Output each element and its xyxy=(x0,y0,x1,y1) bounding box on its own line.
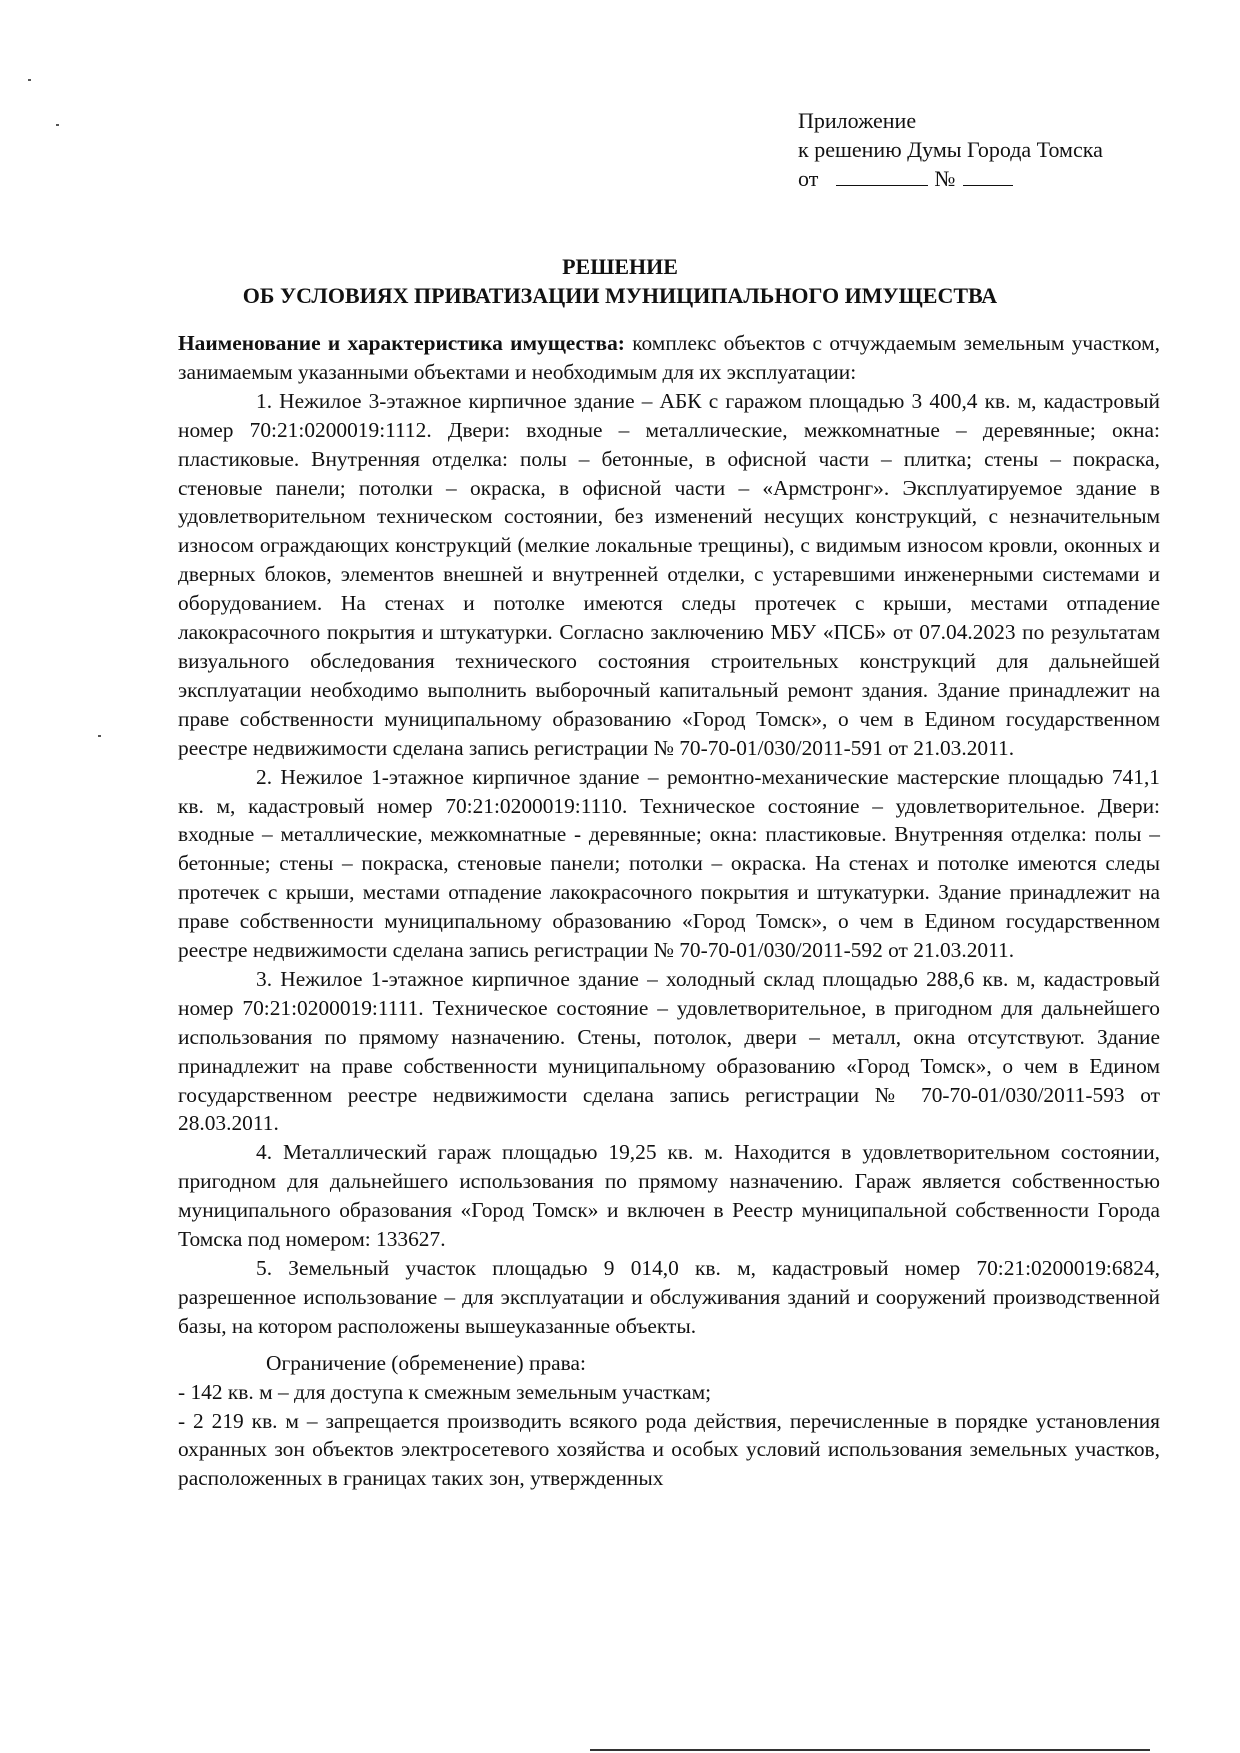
restriction-item-2: - 2 219 кв. м – запрещается производить всякого рода действия, перечисленные в порядке установления охранных зон объектов электросетевого хозяйства и особых условий использования земельных участков, расположенных в границах таких зон, утвержденных xyxy=(178,1408,1160,1491)
page-bottom-rule xyxy=(590,1749,1150,1751)
restrictions-heading: Ограничение (обременение) права: xyxy=(266,1350,586,1375)
date-from-label: от xyxy=(798,166,819,191)
appendix-label: Приложение xyxy=(798,108,917,133)
property-item-2: 2. Нежилое 1-этажное кирпичное здание – ремонтно-механические мастерские площадью 741,1 кв. м, кадастровый номер 70:21:0200019:1110. Техническое состояние – удовлетворительное. Двери: входные – металлические, межкомнатные - деревянные; окна: пластиковые. Внутренняя отделка: полы – бетонные; стены – покраска, стеновые панели; потолки – окраска. На стенах и потолке имеются следы протечек с крыши, местами отпадение лакокрасочного покрытия и штукатурки. Здание принадлежит на праве собственности муниципальному образованию «Город Томск», о чем в Едином государственном реестре недвижимости сделана запись регистрации № 70-70-01/030/2011-592 от 21.03.2011. xyxy=(178,764,1160,963)
intro-label: Наименование и характеристика имущества: xyxy=(178,331,625,355)
scan-speck xyxy=(98,735,101,737)
scan-speck xyxy=(28,79,31,81)
document-subtitle: ОБ УСЛОВИЯХ ПРИВАТИЗАЦИИ МУНИЦИПАЛЬНОГО ИМУЩЕСТВА xyxy=(242,283,998,308)
property-item-1: 1. Нежилое 3-этажное кирпичное здание – АБК с гаражом площадью 3 400,4 кв. м, кадастровый номер 70:21:0200019:1112. Двери: входные – металлические, межкомнатные – деревянные; окна: пластиковые. Внутренняя отделка: полы – бетонные, в офисной части – плитка; стены – покраска, стеновые панели; потолки – окраска, в офисной части – «Армстронг». Эксплуатируемое здание в удовлетворительном техническом состоянии, без изменений несущих конструкций, с незначительным износом ограждающих конструкций (мелкие локальные трещины), с видимым износом кровли, оконных и дверных блоков, элементов внешней и внутренней отделки, с устаревшими инженерными системами и оборудованием. На стенах и потолке имеются следы протечек с крыши, местами отпадение лакокрасочного покрытия и штукатурки. Согласно заключению МБУ «ПСБ» от 07.04.2023 по результатам визуального обследования технического состояния строительных конструкций для дальнейшей эксплуатации необходимо выполнить выборочный капитальный ремонт здания. Здание принадлежит на праве собственности муниципальному образованию «Город Томск», о чем в Едином государственном реестре недвижимости сделана запись регистрации № 70-70-01/030/2011-591 от 21.03.2011. xyxy=(178,388,1160,760)
date-blank xyxy=(836,169,928,186)
intro-paragraph xyxy=(178,329,1160,387)
property-item-4: 4. Металлический гараж площадью 19,25 кв. м. Находится в удовлетворительном состоянии, пригодном для дальнейшего использования по прямому назначению. Гараж является собственностью муниципального образования «Город Томск» и включен в Реестр муниципальной собственности Города Томска под номером: 133627. xyxy=(178,1140,1160,1252)
intro-text: комплекс объектов с отчуждаемым земельным участком, занимаемым указанными объектами и необходимым для их эксплуатации: xyxy=(178,331,1160,384)
restriction-item-1: - 142 кв. м – для доступа к смежным земельным участкам; xyxy=(178,1379,712,1404)
appendix-decision-reference: к решению Думы Города Томска xyxy=(798,137,1103,162)
number-label: № xyxy=(934,166,956,191)
document-title: РЕШЕНИЕ xyxy=(562,254,678,279)
number-blank xyxy=(963,169,1013,186)
document-body xyxy=(178,329,1160,1493)
scan-speck xyxy=(56,124,59,126)
appendix-header xyxy=(798,106,1103,193)
property-item-3: 3. Нежилое 1-этажное кирпичное здание – холодный склад площадью 288,6 кв. м, кадастровый номер 70:21:0200019:1111. Техническое состояние – удовлетворительное, в пригодном для дальнейшего использования по прямому назначению. Стены, потолок, двери – металл, окна отсутствуют. Здание принадлежит на праве собственности муниципальному образованию «Город Томск», о чем в Едином государственном реестре недвижимости сделана запись регистрации № 70-70-01/030/2011-593 от 28.03.2011. xyxy=(178,966,1160,1136)
appendix-date-number-line xyxy=(798,164,1103,193)
property-item-5: 5. Земельный участок площадью 9 014,0 кв. м, кадастровый номер 70:21:0200019:6824, разрешенное использование – для эксплуатации и обслуживания зданий и сооружений производственной базы, на котором расположены вышеуказанные объекты. xyxy=(178,1256,1160,1338)
